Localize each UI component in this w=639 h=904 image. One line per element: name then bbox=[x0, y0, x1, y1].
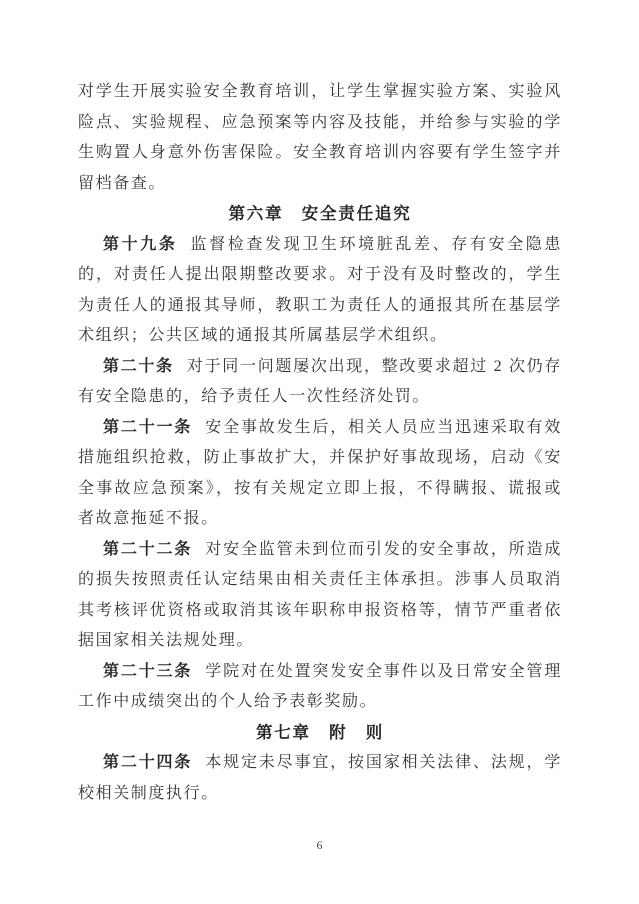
article-20-number: 第二十条 bbox=[103, 357, 174, 375]
article-19-text: 监督检查发现卫生环境脏乱差、存有安全隐患的，对责任人提出限期整改要求。对于没有及时整改的，学生为责任人的通报其导师，教职工为责任人的通报其所在基层学术组织；公共区域的通报其所属基层学术组织。 bbox=[78, 235, 562, 344]
article-21-text: 安全事故发生后，相关人员应当迅速采取有效措施组织抢救，防止事故扩大，并保护好事故现场，启动《安全事故应急预案》，按有关规定立即上报，不得瞒报、谎报或者故意拖延不报。 bbox=[78, 418, 562, 527]
article-19-number: 第十九条 bbox=[103, 235, 178, 253]
chapter-7-heading: 第七章 附 则 bbox=[255, 722, 385, 742]
article-20 bbox=[78, 352, 562, 413]
article-22-number: 第二十二条 bbox=[103, 540, 193, 558]
page-number: 6 bbox=[316, 838, 323, 852]
article-24-text: 本规定未尽事宜，按国家相关法律、法规，学校相关制度执行。 bbox=[78, 754, 562, 802]
document-body bbox=[78, 77, 562, 809]
article-19 bbox=[78, 230, 562, 352]
article-22-text: 对安全监管未到位而引发的安全事故，所造成的损失按照责任认定结果由相关责任主体承担。涉事人员取消其考核评优资格或取消其该年职称申报资格等，情节严重者依据国家相关法规处理。 bbox=[78, 540, 562, 649]
article-23 bbox=[78, 657, 562, 718]
article-23-number: 第二十三条 bbox=[103, 662, 193, 680]
article-21-number: 第二十一条 bbox=[103, 418, 193, 436]
article-23-text: 学院对在处置突发安全事件以及日常安全管理工作中成绩突出的个人给予表彰奖励。 bbox=[78, 662, 562, 710]
article-24 bbox=[78, 748, 562, 809]
article-22 bbox=[78, 535, 562, 657]
article-24-number: 第二十四条 bbox=[103, 754, 193, 771]
article-20-text: 对于同一问题屡次出现，整改要求超过 2 次仍存有安全隐患的，给予责任人一次性经济处罚。 bbox=[78, 357, 562, 405]
continuation-paragraph: 对学生开展实验安全教育培训，让学生掌握实验方案、实验风险点、实验规程、应急预案等内容及技能，并给参与实验的学生购置人身意外伤害保险。安全教育培训内容要有学生签字并留档备查。 bbox=[78, 83, 562, 192]
article-21 bbox=[78, 413, 562, 535]
chapter-6-heading: 第六章 安全责任追究 bbox=[228, 204, 412, 223]
